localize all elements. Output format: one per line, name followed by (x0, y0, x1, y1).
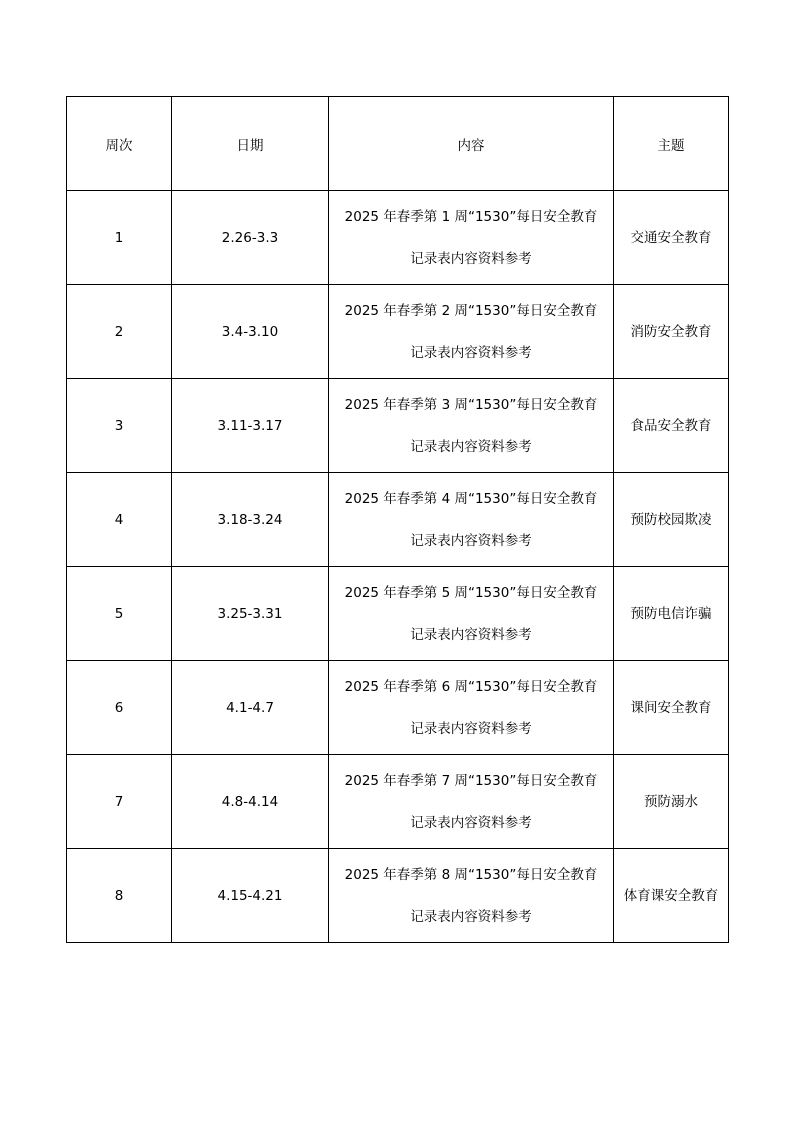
header-week: 周次 (67, 97, 172, 191)
header-date: 日期 (172, 97, 329, 191)
cell-theme: 预防电信诈骗 (614, 567, 729, 661)
cell-content (329, 379, 614, 473)
content-line-1: 2025 年春季第 8 周“1530”每日安全教育 (344, 866, 598, 883)
table-row (67, 379, 729, 473)
table-row (67, 567, 729, 661)
table-row (67, 473, 729, 567)
cell-theme: 预防校园欺凌 (614, 473, 729, 567)
content-line-2: 记录表内容资料参考 (410, 438, 532, 455)
content-line-2: 记录表内容资料参考 (410, 814, 532, 831)
content-line-2: 记录表内容资料参考 (410, 344, 532, 361)
table-row (67, 285, 729, 379)
table-row (67, 755, 729, 849)
cell-theme: 交通安全教育 (614, 191, 729, 285)
cell-week: 3 (67, 379, 172, 473)
cell-theme: 预防溺水 (614, 755, 729, 849)
header-content: 内容 (329, 97, 614, 191)
table-row (67, 849, 729, 943)
safety-education-schedule-table (66, 96, 729, 943)
header-theme: 主题 (614, 97, 729, 191)
content-line-1: 2025 年春季第 4 周“1530”每日安全教育 (344, 490, 598, 507)
cell-content (329, 473, 614, 567)
content-line-1: 2025 年春季第 7 周“1530”每日安全教育 (344, 772, 598, 789)
content-line-1: 2025 年春季第 1 周“1530”每日安全教育 (344, 208, 598, 225)
cell-date: 4.8-4.14 (172, 755, 329, 849)
cell-theme: 课间安全教育 (614, 661, 729, 755)
cell-date: 3.11-3.17 (172, 379, 329, 473)
cell-week: 6 (67, 661, 172, 755)
cell-content (329, 191, 614, 285)
cell-theme: 食品安全教育 (614, 379, 729, 473)
content-line-1: 2025 年春季第 3 周“1530”每日安全教育 (344, 396, 598, 413)
table-row (67, 661, 729, 755)
cell-content (329, 849, 614, 943)
cell-date: 3.4-3.10 (172, 285, 329, 379)
cell-week: 7 (67, 755, 172, 849)
cell-date: 4.15-4.21 (172, 849, 329, 943)
cell-content (329, 567, 614, 661)
content-line-1: 2025 年春季第 2 周“1530”每日安全教育 (344, 302, 598, 319)
content-line-1: 2025 年春季第 6 周“1530”每日安全教育 (344, 678, 598, 695)
cell-date: 2.26-3.3 (172, 191, 329, 285)
content-line-2: 记录表内容资料参考 (410, 250, 532, 267)
cell-week: 4 (67, 473, 172, 567)
table-header-row (67, 97, 729, 191)
content-line-2: 记录表内容资料参考 (410, 626, 532, 643)
content-line-1: 2025 年春季第 5 周“1530”每日安全教育 (344, 584, 598, 601)
cell-content (329, 755, 614, 849)
content-line-2: 记录表内容资料参考 (410, 720, 532, 737)
content-line-2: 记录表内容资料参考 (410, 532, 532, 549)
cell-content (329, 285, 614, 379)
cell-date: 3.18-3.24 (172, 473, 329, 567)
table-row (67, 191, 729, 285)
cell-date: 3.25-3.31 (172, 567, 329, 661)
cell-date: 4.1-4.7 (172, 661, 329, 755)
cell-theme: 消防安全教育 (614, 285, 729, 379)
cell-theme: 体育课安全教育 (614, 849, 729, 943)
cell-week: 1 (67, 191, 172, 285)
cell-content (329, 661, 614, 755)
content-line-2: 记录表内容资料参考 (410, 908, 532, 925)
cell-week: 2 (67, 285, 172, 379)
cell-week: 8 (67, 849, 172, 943)
cell-week: 5 (67, 567, 172, 661)
